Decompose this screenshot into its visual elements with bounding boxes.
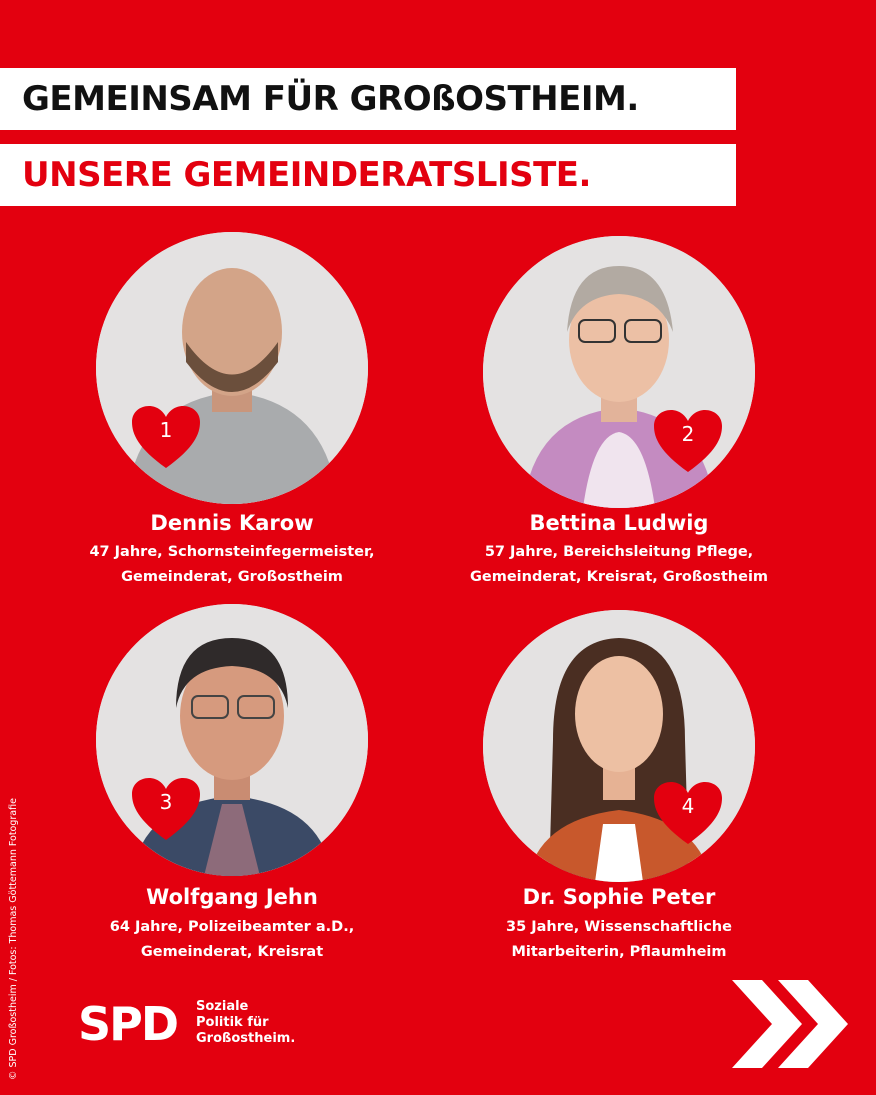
candidate-name-3: Wolfgang Jehn xyxy=(146,885,318,909)
candidate-desc-4b: Mitarbeiterin, Pflaumheim xyxy=(511,944,727,960)
photo-credit: © SPD Großostheim / Fotos: Thomas Göttemann Fotografie xyxy=(8,798,19,1080)
heart-icon xyxy=(652,780,724,846)
candidate-name-2: Bettina Ludwig xyxy=(529,511,709,535)
slogan-line-1: Soziale xyxy=(196,999,249,1014)
headline-banner xyxy=(0,68,736,130)
candidate-desc-3b: Gemeinderat, Kreisrat xyxy=(140,944,324,960)
spd-logo: SPD xyxy=(78,997,178,1051)
candidate-number-3: 3 xyxy=(159,790,173,814)
candidate-desc-1a: 47 Jahre, Schornsteinfegermeister, xyxy=(89,544,375,560)
subheadline-banner xyxy=(0,144,736,206)
heart-icon xyxy=(652,408,724,474)
candidate-number-4: 4 xyxy=(681,794,695,818)
candidate-number-1: 1 xyxy=(159,418,173,442)
candidate-desc-3a: 64 Jahre, Polizeibeamter a.D., xyxy=(109,919,355,935)
heart-icon xyxy=(130,404,202,470)
candidate-name-1: Dennis Karow xyxy=(150,511,314,535)
candidate-name-4: Dr. Sophie Peter xyxy=(522,885,716,909)
slogan xyxy=(196,999,295,1047)
candidate-desc-1b: Gemeinderat, Großostheim xyxy=(121,569,343,585)
slogan-line-3: Großostheim. xyxy=(196,1031,296,1046)
headline-text: GEMEINSAM FÜR GROßOSTHEIM. xyxy=(22,79,639,119)
candidate-desc-2a: 57 Jahre, Bereichsleitung Pflege, xyxy=(484,544,754,560)
candidate-desc-4a: 35 Jahre, Wissenschaftliche xyxy=(506,919,732,935)
subheadline-text: UNSERE GEMEINDERATSLISTE. xyxy=(22,155,591,195)
heart-icon xyxy=(130,776,202,842)
slogan-line-2: Politik für xyxy=(196,1015,269,1030)
candidate-desc-2b: Gemeinderat, Kreisrat, Großostheim xyxy=(469,569,769,585)
candidate-number-2: 2 xyxy=(681,422,695,446)
double-chevron-right-icon xyxy=(728,976,852,1072)
